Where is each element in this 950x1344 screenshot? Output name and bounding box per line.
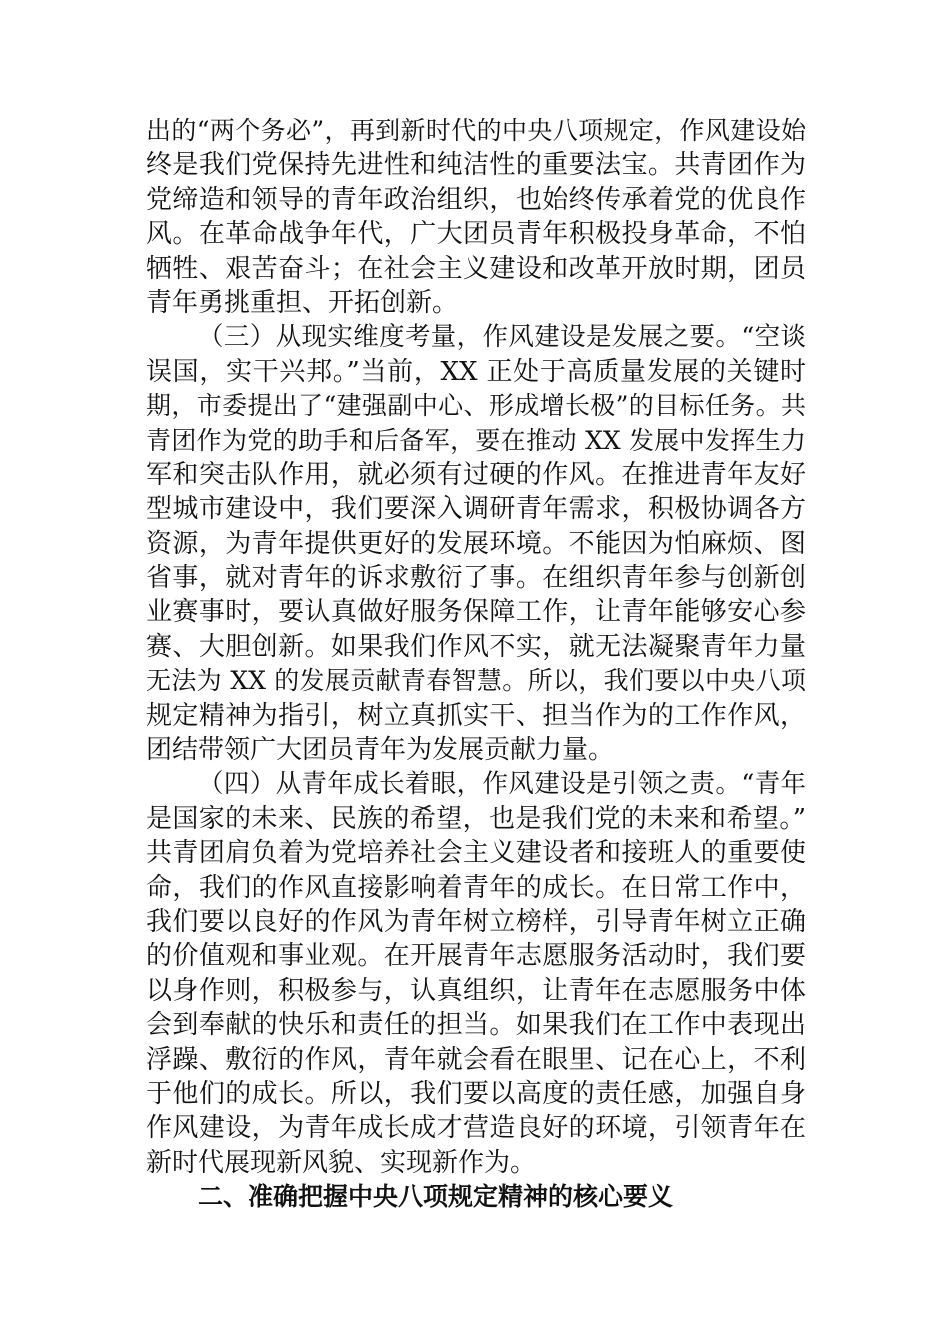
text-line: 无法为 XX 的发展贡献青春智慧。所以，我们要以中央八项 (146, 666, 806, 696)
text-line: （四）从青年成长着眼，作风建设是引领之责。“青年 (198, 769, 806, 800)
text-line: 共青团肩负着为党培养社会主义建设者和接班人的重要使 (146, 838, 806, 869)
text-line: 军和突击队作用，就必须有过硬的作风。在推进青年友好 (146, 459, 806, 490)
section-heading: 二、准确把握中央八项规定精神的核心要义 (198, 1182, 674, 1212)
text-line: 型城市建设中，我们要深入调研青年需求，积极协调各方 (146, 494, 806, 525)
text-line: 风。在革命战争年代，广大团员青年积极投身革命，不怕 (146, 219, 806, 250)
body-text (146, 114, 806, 1215)
text-line: 终是我们党保持先进性和纯洁性的重要法宝。共青团作为 (146, 150, 806, 181)
paragraph-2 (146, 320, 806, 767)
text-line: 资源，为青年提供更好的发展环境。不能因为怕麻烦、图 (146, 528, 806, 559)
text-line: 我们要以良好的作风为青年树立榜样，引导青年树立正确 (146, 906, 806, 937)
paragraph-3 (146, 767, 806, 1180)
text-line: 的价值观和事业观。在开展青年志愿服务活动时，我们要 (146, 941, 806, 972)
text-line: （三）从现实维度考量，作风建设是发展之要。“空谈 (198, 322, 806, 353)
text-line: 党缔造和领导的青年政治组织，也始终传承着党的优良作 (146, 184, 806, 215)
text-line: 青年勇挑重担、开拓创新。 (146, 287, 459, 318)
text-line: 是国家的未来、民族的希望，也是我们党的未来和希望。” (146, 803, 806, 834)
text-line: 作风建设，为青年成长成才营造良好的环境，引领青年在 (146, 1113, 806, 1144)
paragraph-1 (146, 114, 806, 320)
text-line: 青团作为党的助手和后备军，要在推动 XX 发展中发挥生力 (146, 425, 806, 455)
text-line: 期，市委提出了“建强副中心、形成增长极”的目标任务。共 (146, 391, 806, 421)
text-line: 赛、大胆创新。如果我们作风不实，就无法凝聚青年力量 (146, 631, 806, 662)
text-line: 于他们的成长。所以，我们要以高度的责任感，加强自身 (146, 1078, 806, 1109)
text-line: 业赛事时，要认真做好服务保障工作，让青年能够安心参 (146, 597, 806, 628)
text-line: 浮躁、敷衍的作风，青年就会看在眼里、记在心上，不利 (146, 1044, 806, 1075)
text-line: 会到奉献的快乐和责任的担当。如果我们在工作中表现出 (146, 1010, 806, 1041)
text-line: 误国，实干兴邦。”当前，XX 正处于高质量发展的关键时 (146, 356, 806, 387)
text-line: 牺牲、艰苦奋斗；在社会主义建设和改革开放时期，团员 (146, 253, 806, 284)
text-line: 命，我们的作风直接影响着青年的成长。在日常工作中， (146, 872, 806, 903)
text-line: 规定精神为指引，树立真抓实干、担当作为的工作作风， (146, 700, 806, 731)
text-line: 出的“两个务必”，再到新时代的中央八项规定，作风建设始 (146, 116, 806, 145)
text-line: 以身作则，积极参与，认真组织，让青年在志愿服务中体 (146, 975, 806, 1006)
text-line: 省事，就对青年的诉求敷衍了事。在组织青年参与创新创 (146, 563, 806, 594)
text-line: 新时代展现新风貌、实现新作为。 (146, 1147, 537, 1178)
text-line: 团结带领广大团员青年为发展贡献力量。 (146, 735, 615, 766)
